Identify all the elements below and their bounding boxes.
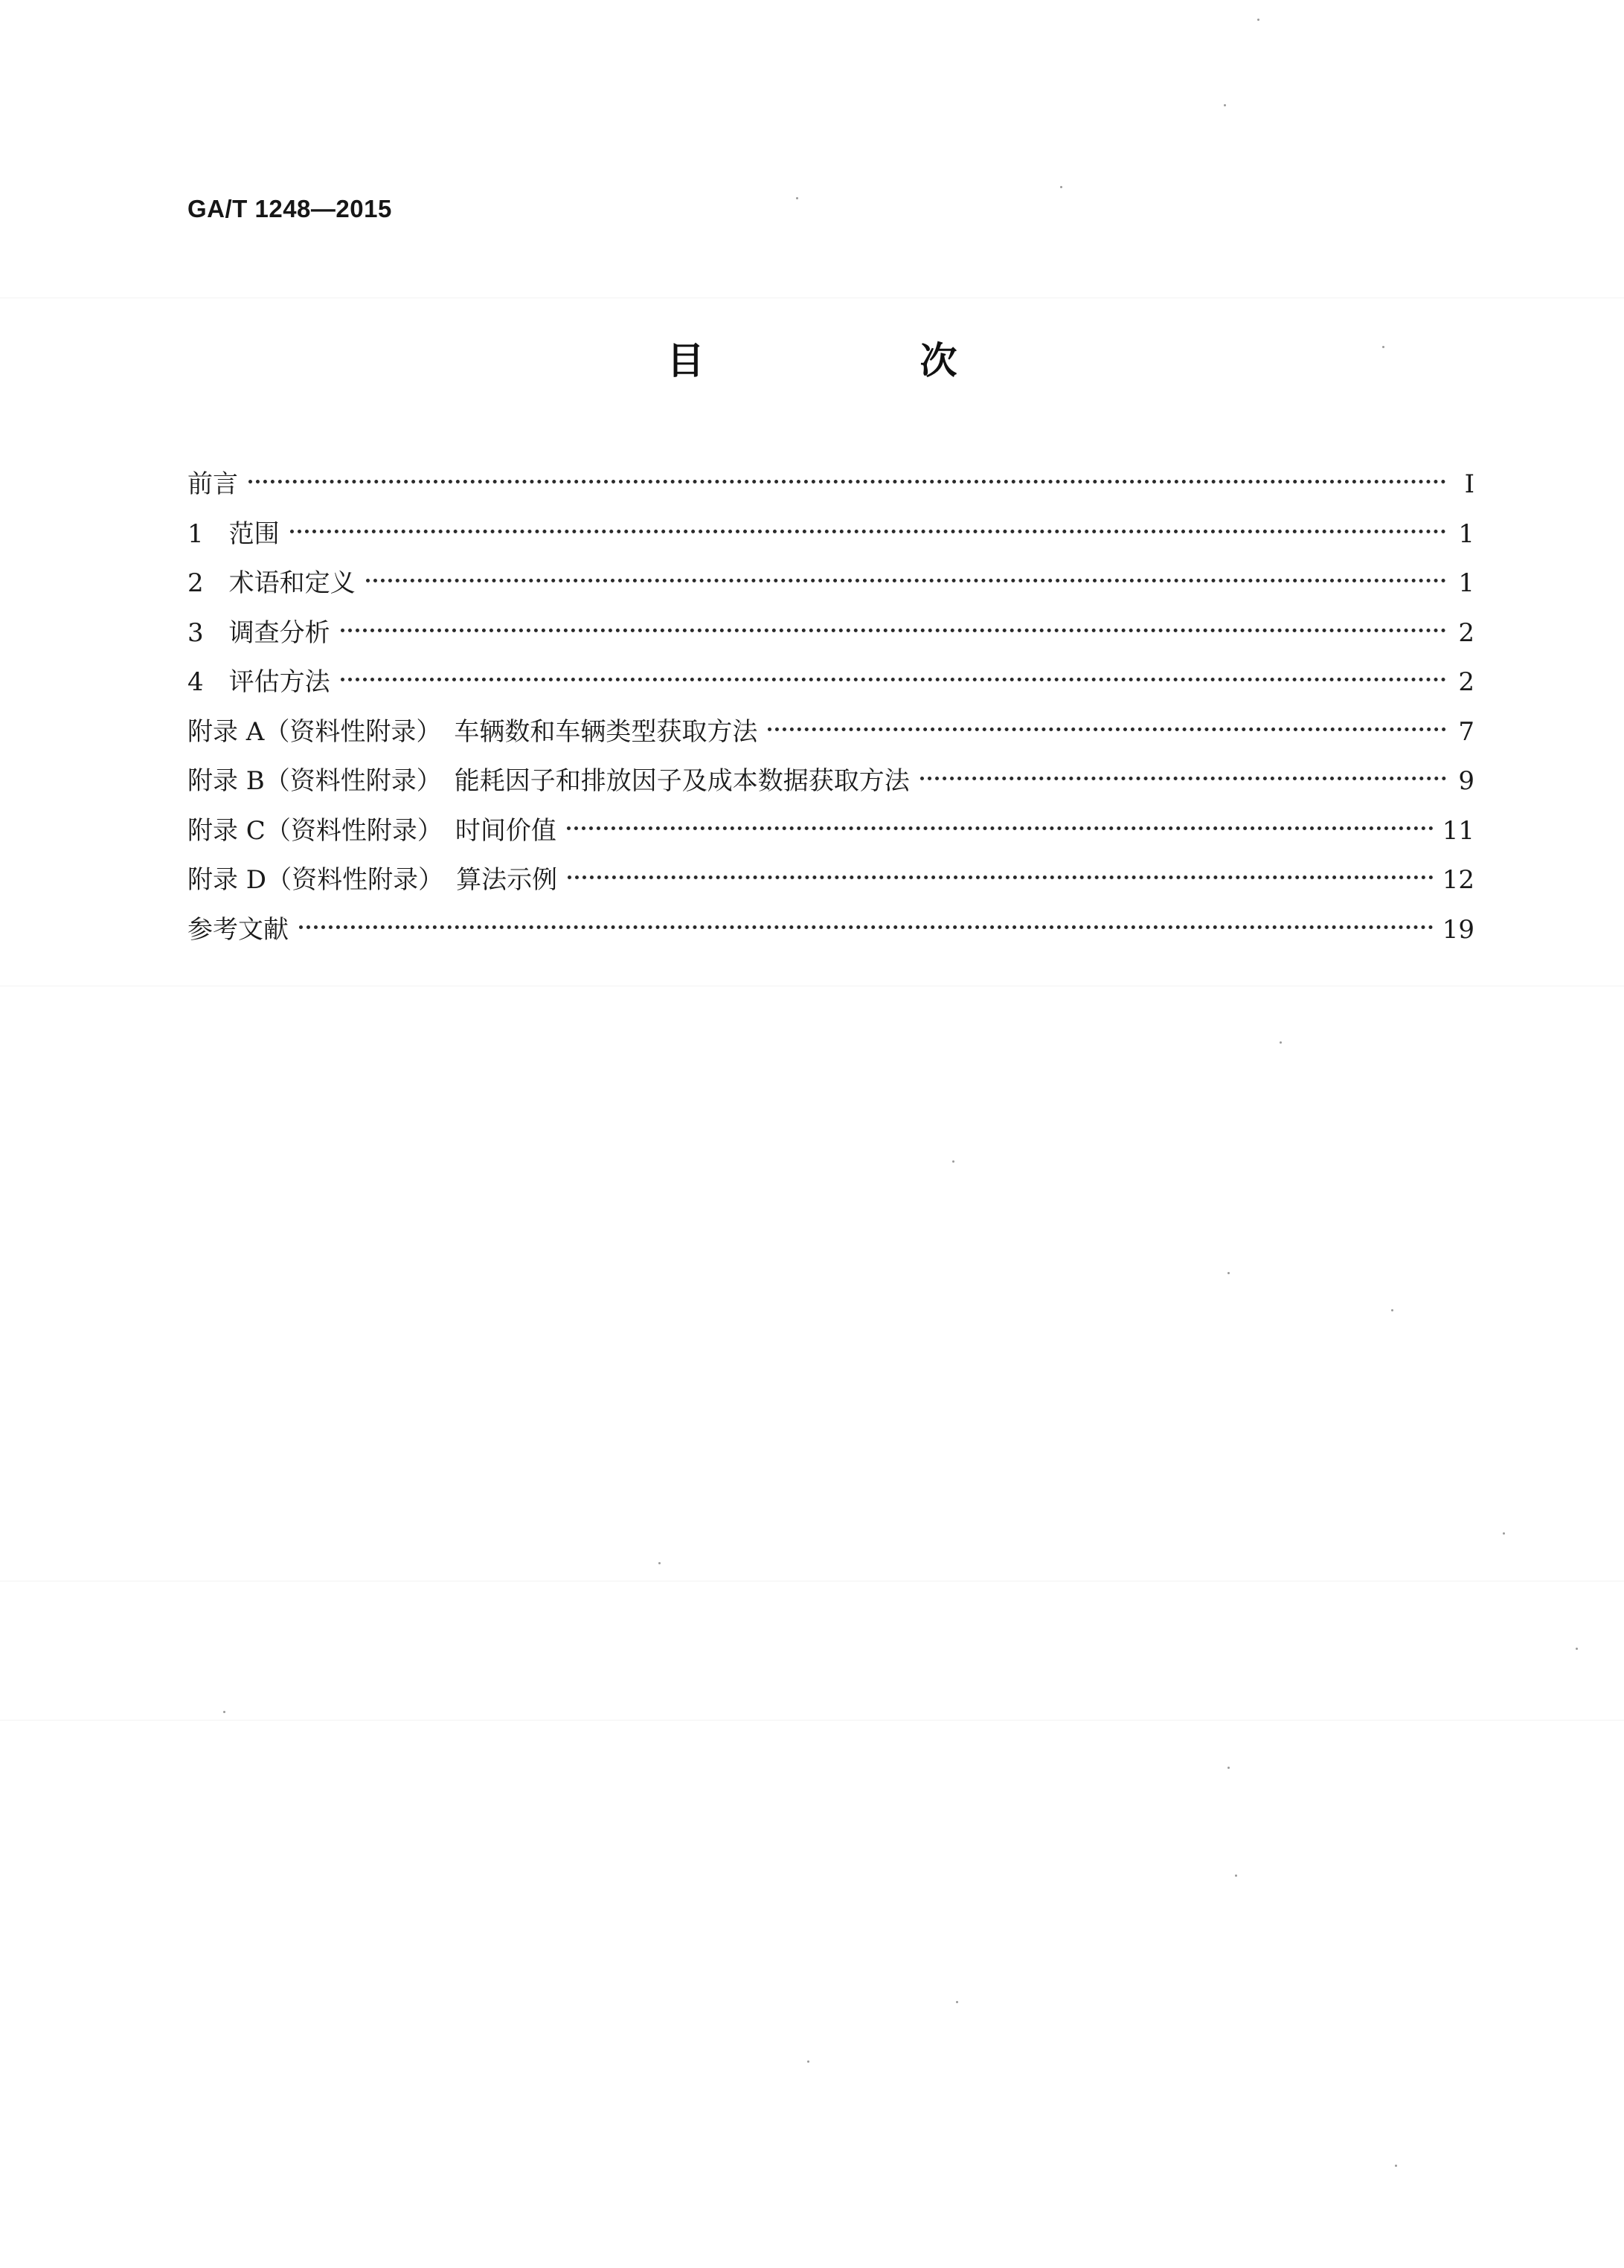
toc-dot-leader bbox=[366, 579, 1446, 582]
scan-line bbox=[0, 1720, 1624, 1721]
scan-speck bbox=[1576, 1648, 1578, 1650]
scan-speck bbox=[1235, 1875, 1237, 1877]
scan-speck bbox=[807, 2060, 809, 2063]
toc-entry[interactable] bbox=[187, 510, 1474, 559]
scan-speck bbox=[1224, 104, 1226, 106]
toc-entry-label: 1 范围 bbox=[187, 518, 280, 549]
toc-entry[interactable] bbox=[187, 806, 1474, 856]
toc-entry-label: 3 调查分析 bbox=[187, 617, 330, 648]
toc-entry-page-number: 19 bbox=[1442, 914, 1474, 945]
toc-entry-label: 2 术语和定义 bbox=[187, 568, 356, 598]
toc-entry-label: 附录 B（资料性附录） 能耗因子和排放因子及成本数据获取方法 bbox=[187, 766, 910, 796]
toc-dot-leader bbox=[568, 876, 1434, 879]
toc-entry-page-number: 1 bbox=[1458, 518, 1474, 549]
toc-entry-page-number: 11 bbox=[1442, 815, 1474, 846]
toc-entry-label: 附录 A（资料性附录） 车辆数和车辆类型获取方法 bbox=[187, 716, 758, 747]
scan-speck bbox=[796, 197, 798, 199]
toc-dot-leader bbox=[920, 777, 1446, 780]
toc-entry-page-number: 12 bbox=[1442, 865, 1474, 895]
table-of-contents bbox=[187, 460, 1474, 954]
scan-speck bbox=[223, 1711, 225, 1713]
page-title: 目 次 bbox=[667, 339, 1047, 382]
toc-entry-page-number: Ⅰ bbox=[1464, 469, 1474, 499]
toc-entry[interactable] bbox=[187, 608, 1474, 658]
scan-speck bbox=[952, 1160, 954, 1163]
scan-speck bbox=[658, 1562, 661, 1564]
toc-dot-leader bbox=[567, 826, 1434, 830]
toc-entry-label: 4 评估方法 bbox=[187, 667, 330, 697]
toc-entry-page-number: 9 bbox=[1458, 766, 1474, 796]
toc-entry[interactable] bbox=[187, 559, 1474, 608]
toc-entry[interactable] bbox=[187, 460, 1474, 510]
standard-code: GA/T 1248—2015 bbox=[187, 195, 392, 222]
scan-speck bbox=[1391, 1309, 1393, 1311]
scan-speck bbox=[1227, 1272, 1230, 1274]
toc-dot-leader bbox=[248, 480, 1446, 484]
scan-speck bbox=[1503, 1532, 1505, 1535]
toc-dot-leader bbox=[768, 727, 1446, 731]
toc-entry-label: 附录 C（资料性附录） 时间价值 bbox=[187, 815, 556, 846]
toc-entry-page-number: 1 bbox=[1458, 568, 1474, 598]
scan-speck bbox=[1395, 2165, 1397, 2167]
toc-dot-leader bbox=[341, 678, 1446, 681]
scan-speck bbox=[1257, 19, 1259, 21]
scan-speck bbox=[1060, 186, 1062, 188]
toc-entry-page-number: 7 bbox=[1458, 716, 1474, 747]
toc-entry-page-number: 2 bbox=[1458, 617, 1474, 648]
toc-entry-label: 参考文献 bbox=[187, 914, 289, 945]
toc-entry[interactable] bbox=[187, 905, 1474, 955]
toc-entry-label: 附录 D（资料性附录） 算法示例 bbox=[187, 865, 558, 895]
toc-entry[interactable] bbox=[187, 756, 1474, 806]
toc-entry[interactable] bbox=[187, 658, 1474, 707]
toc-entry[interactable] bbox=[187, 707, 1474, 757]
toc-dot-leader bbox=[341, 629, 1446, 632]
toc-dot-leader bbox=[299, 925, 1434, 929]
scan-speck bbox=[956, 2001, 958, 2003]
toc-entry-page-number: 2 bbox=[1458, 667, 1474, 697]
toc-entry[interactable] bbox=[187, 855, 1474, 905]
toc-dot-leader bbox=[290, 530, 1446, 533]
toc-entry-label: 前言 bbox=[187, 469, 238, 499]
scan-speck bbox=[1227, 1767, 1230, 1769]
scan-speck bbox=[1280, 1041, 1282, 1044]
